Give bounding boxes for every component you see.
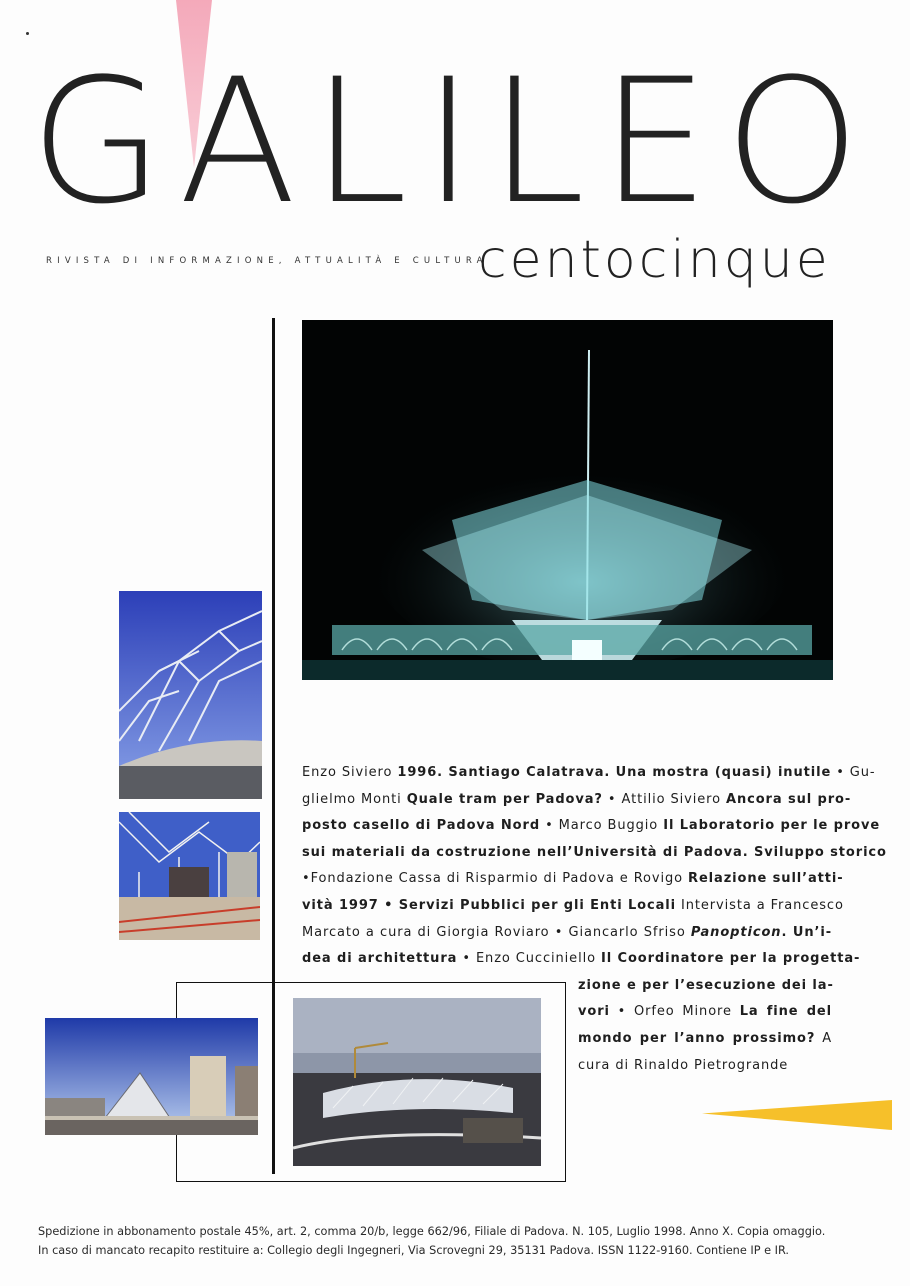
- contents-line: [302, 813, 881, 840]
- contents-line: [302, 1053, 832, 1080]
- contents-title: mondo per l’anno prossimo?: [578, 1030, 816, 1046]
- contents-author: •Fondazione Cassa di Risparmio di Padova e Rovigo: [302, 871, 689, 887]
- contents-title: dea di architettura: [302, 951, 458, 967]
- contents-title: posto casello di Padova Nord: [302, 818, 541, 834]
- contents-author: cura di Rinaldo Pietrogrande: [578, 1057, 789, 1073]
- contents-author: • Gu-: [831, 765, 876, 780]
- contents-title: Ancora sul pro-: [726, 791, 852, 807]
- contents-title: Panopticon: [690, 924, 782, 940]
- yellow-triangle-accent: [702, 1100, 892, 1130]
- masthead-letter: L: [489, 41, 586, 242]
- footer-line-2: In caso di mancato recapito restituire a: Collegio degli Ingegneri, Via Scrovegni 29, 35131 Padova. ISSN 1122-9160. Contiene IP e IR.: [38, 1244, 790, 1257]
- contents-line: [302, 893, 844, 920]
- contents-line: [302, 920, 832, 947]
- contents-list: [302, 760, 887, 1079]
- tagline: RIVISTA DI INFORMAZIONE, ATTUALITÀ E CULTURA: [46, 256, 488, 266]
- issue-name: centocinque: [478, 230, 831, 290]
- masthead-letter: I: [423, 41, 474, 242]
- contents-author: • Marco Buggio: [540, 818, 664, 834]
- contents-line: [302, 787, 852, 814]
- contents-author: Intervista a Francesco: [676, 897, 844, 913]
- contents-line: [302, 866, 844, 893]
- contents-title: Il Laboratorio per le prove: [663, 818, 881, 834]
- masthead-letter: L: [311, 41, 408, 242]
- contents-author: • Enzo Cucciniello: [457, 951, 601, 967]
- masthead-title: [30, 41, 860, 242]
- contents-title: vità 1997 • Servizi Pubblici per gli Enti Locali: [302, 897, 676, 913]
- contents-line: [302, 946, 861, 973]
- contents-author: Enzo Siviero: [302, 765, 398, 780]
- contents-title: Quale tram per Padova?: [406, 791, 603, 807]
- contents-author: • Attilio Siviero: [602, 791, 726, 807]
- masthead-letter: O: [724, 41, 860, 242]
- contents-author: • Orfeo Minore: [609, 1004, 740, 1020]
- contents-title: sui materiali da costruzione nell’Università di Padova. Sviluppo storico: [302, 844, 887, 860]
- contents-title: Relazione sull’atti-: [688, 871, 844, 887]
- contents-line: [302, 760, 876, 787]
- contents-author: Marcato a cura di Giorgia Roviaro • Giancarlo Sfriso: [302, 924, 691, 940]
- masthead-letter: A: [178, 41, 297, 242]
- contents-line: [302, 840, 887, 867]
- contents-title: 1996. Santiago Calatrava. Una mostra (quasi) inutile: [397, 765, 832, 780]
- masthead-letter: E: [600, 41, 710, 242]
- photo-pyramid-towers: [45, 1018, 258, 1135]
- photo-station-canopy: [119, 591, 262, 799]
- corner-mark: [26, 32, 29, 35]
- contents-author: A: [815, 1030, 833, 1046]
- main-photo-pavilion-night: [302, 320, 833, 680]
- contents-title: vori: [578, 1004, 610, 1020]
- footer-line-1: Spedizione in abbonamento postale 45%, art. 2, comma 20/b, legge 662/96, Filiale di Padova. N. 105, Luglio 1998. Anno X. Copia omaggio.: [38, 1225, 826, 1238]
- photo-station-platform: [119, 812, 260, 940]
- contents-title: La fine del: [739, 1004, 832, 1020]
- contents-title: Il Coordinatore per la progetta-: [601, 951, 861, 967]
- masthead-letter: G: [30, 41, 164, 242]
- contents-title: zione e per l’esecuzione dei la-: [578, 977, 834, 993]
- contents-line: [302, 999, 832, 1026]
- footer-legal: [38, 1222, 878, 1260]
- contents-author: glielmo Monti: [302, 791, 407, 807]
- contents-line: [302, 973, 832, 1000]
- contents-line: [302, 1026, 832, 1053]
- contents-title: . Un’i-: [781, 924, 832, 940]
